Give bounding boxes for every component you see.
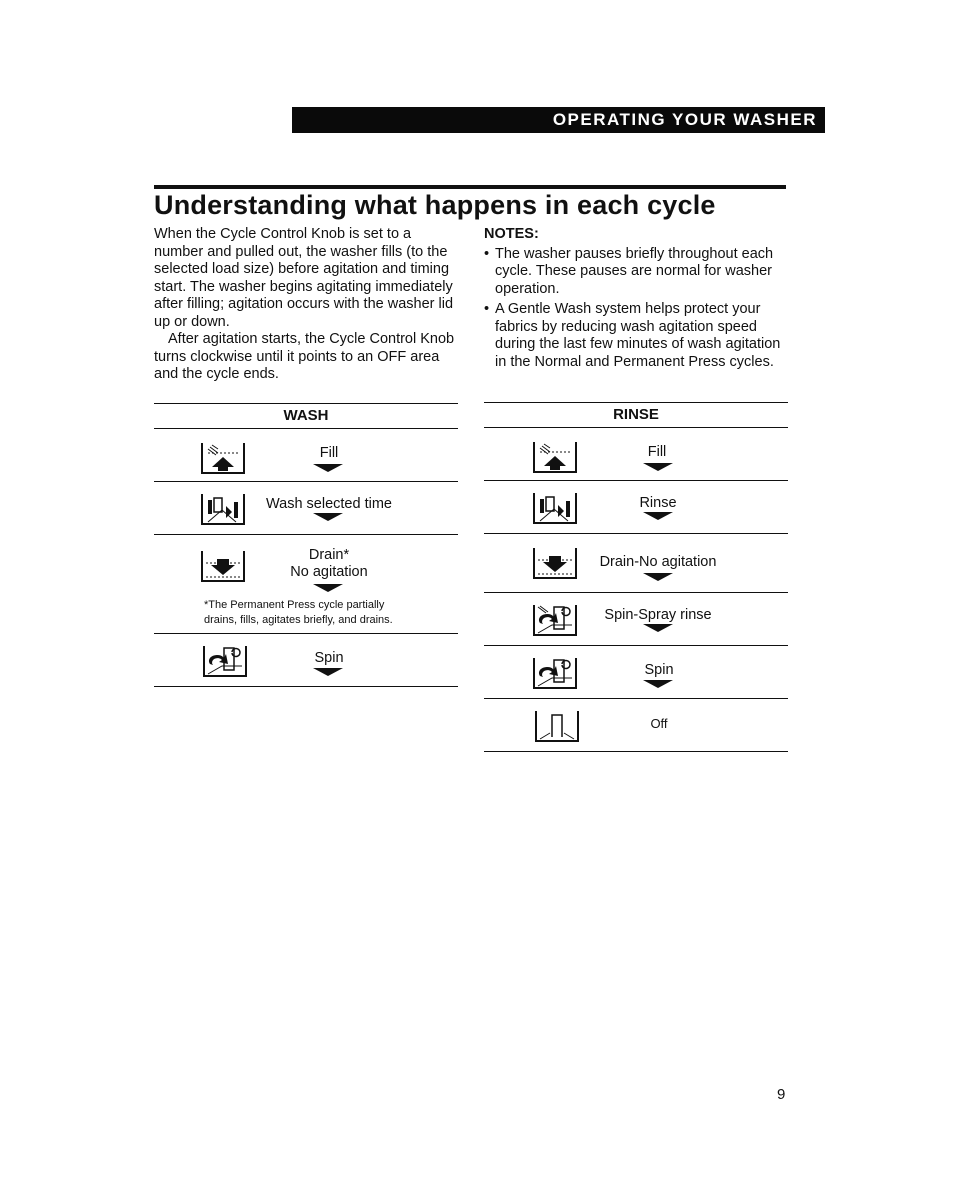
step-label: Spin (644, 662, 674, 678)
page-title: Understanding what happens in each cycle (154, 190, 716, 220)
drain-icon (200, 549, 246, 583)
footnote-line: drains, fills, agitates briefly, and drains. (204, 614, 393, 626)
spin-icon (202, 644, 248, 678)
chevron-down-icon (642, 679, 674, 689)
rinse-step-fill (484, 428, 788, 481)
page-number: 9 (777, 1086, 786, 1103)
rinse-column (484, 402, 788, 752)
wash-step-fill (154, 429, 458, 482)
section-banner: OPERATING YOUR WASHER (292, 107, 825, 133)
step-label-secondary: No agitation (290, 564, 368, 580)
step-label: Off (650, 716, 668, 731)
notes-list (484, 246, 784, 372)
chevron-down-icon (642, 623, 674, 633)
intro-paragraph-2: After agitation starts, the Cycle Control Knob turns clockwise until it points to an OFF area and the cycle ends. (154, 331, 455, 382)
rinse-step-agitate (484, 481, 788, 534)
step-label: Spin (314, 650, 344, 666)
step-label: Rinse (639, 495, 677, 511)
step-label: Drain-No agitation (599, 554, 717, 570)
rinse-step-spin-spray (484, 593, 788, 646)
chevron-down-icon (312, 463, 344, 473)
note-text: A Gentle Wash system helps protect your fabrics by reducing wash agitation speed during the last few minutes of wash agitation in the Normal and Permanent Press cycles. (495, 301, 781, 370)
chevron-down-icon (642, 511, 674, 521)
intro-paragraph-1: When the Cycle Control Knob is set to a number and pulled out, the washer fills (to the selected load size) before agitation and timing start. The washer begins agitating immediately after filling; agitation occurs with the washer lid up or down. (154, 226, 454, 330)
rinse-agitate-icon (532, 491, 578, 525)
rinse-heading: RINSE (484, 402, 788, 428)
footnote-line: *The Permanent Press cycle partially (204, 599, 385, 611)
spin-icon (532, 656, 578, 690)
step-label: Fill (647, 444, 667, 460)
title-rule (154, 185, 786, 189)
fill-icon (532, 440, 578, 474)
notes-block (484, 226, 784, 374)
notes-heading: NOTES: (484, 226, 539, 242)
chevron-down-icon (642, 572, 674, 582)
list-item (484, 301, 784, 371)
bullet-icon: • (484, 245, 490, 262)
step-label: Fill (319, 445, 339, 461)
rinse-step-spin (484, 646, 788, 699)
off-icon (534, 709, 580, 743)
list-item (484, 246, 784, 299)
chevron-down-icon (312, 512, 344, 522)
wash-agitate-icon (200, 492, 246, 526)
chevron-down-icon (642, 462, 674, 472)
wash-step-spin (154, 634, 458, 687)
chevron-down-icon (312, 583, 344, 593)
bullet-icon: • (484, 301, 490, 317)
note-text: The washer pauses briefly throughout each cycle. These pauses are normal for washer operation. (495, 245, 774, 297)
permanent-press-footnote (204, 598, 393, 628)
wash-step-drain (154, 535, 458, 634)
step-label: Drain* (308, 547, 350, 563)
wash-column (154, 403, 458, 687)
rinse-step-drain (484, 534, 788, 593)
spin-spray-icon (532, 603, 578, 637)
wash-step-agitate (154, 482, 458, 535)
rinse-step-off (484, 699, 788, 752)
wash-heading: WASH (154, 403, 458, 429)
step-label: Spin-Spray rinse (604, 607, 712, 623)
intro-text (154, 226, 464, 384)
drain-icon (532, 546, 578, 580)
fill-icon (200, 441, 246, 475)
step-label: Wash selected time (266, 496, 392, 512)
chevron-down-icon (312, 667, 344, 677)
